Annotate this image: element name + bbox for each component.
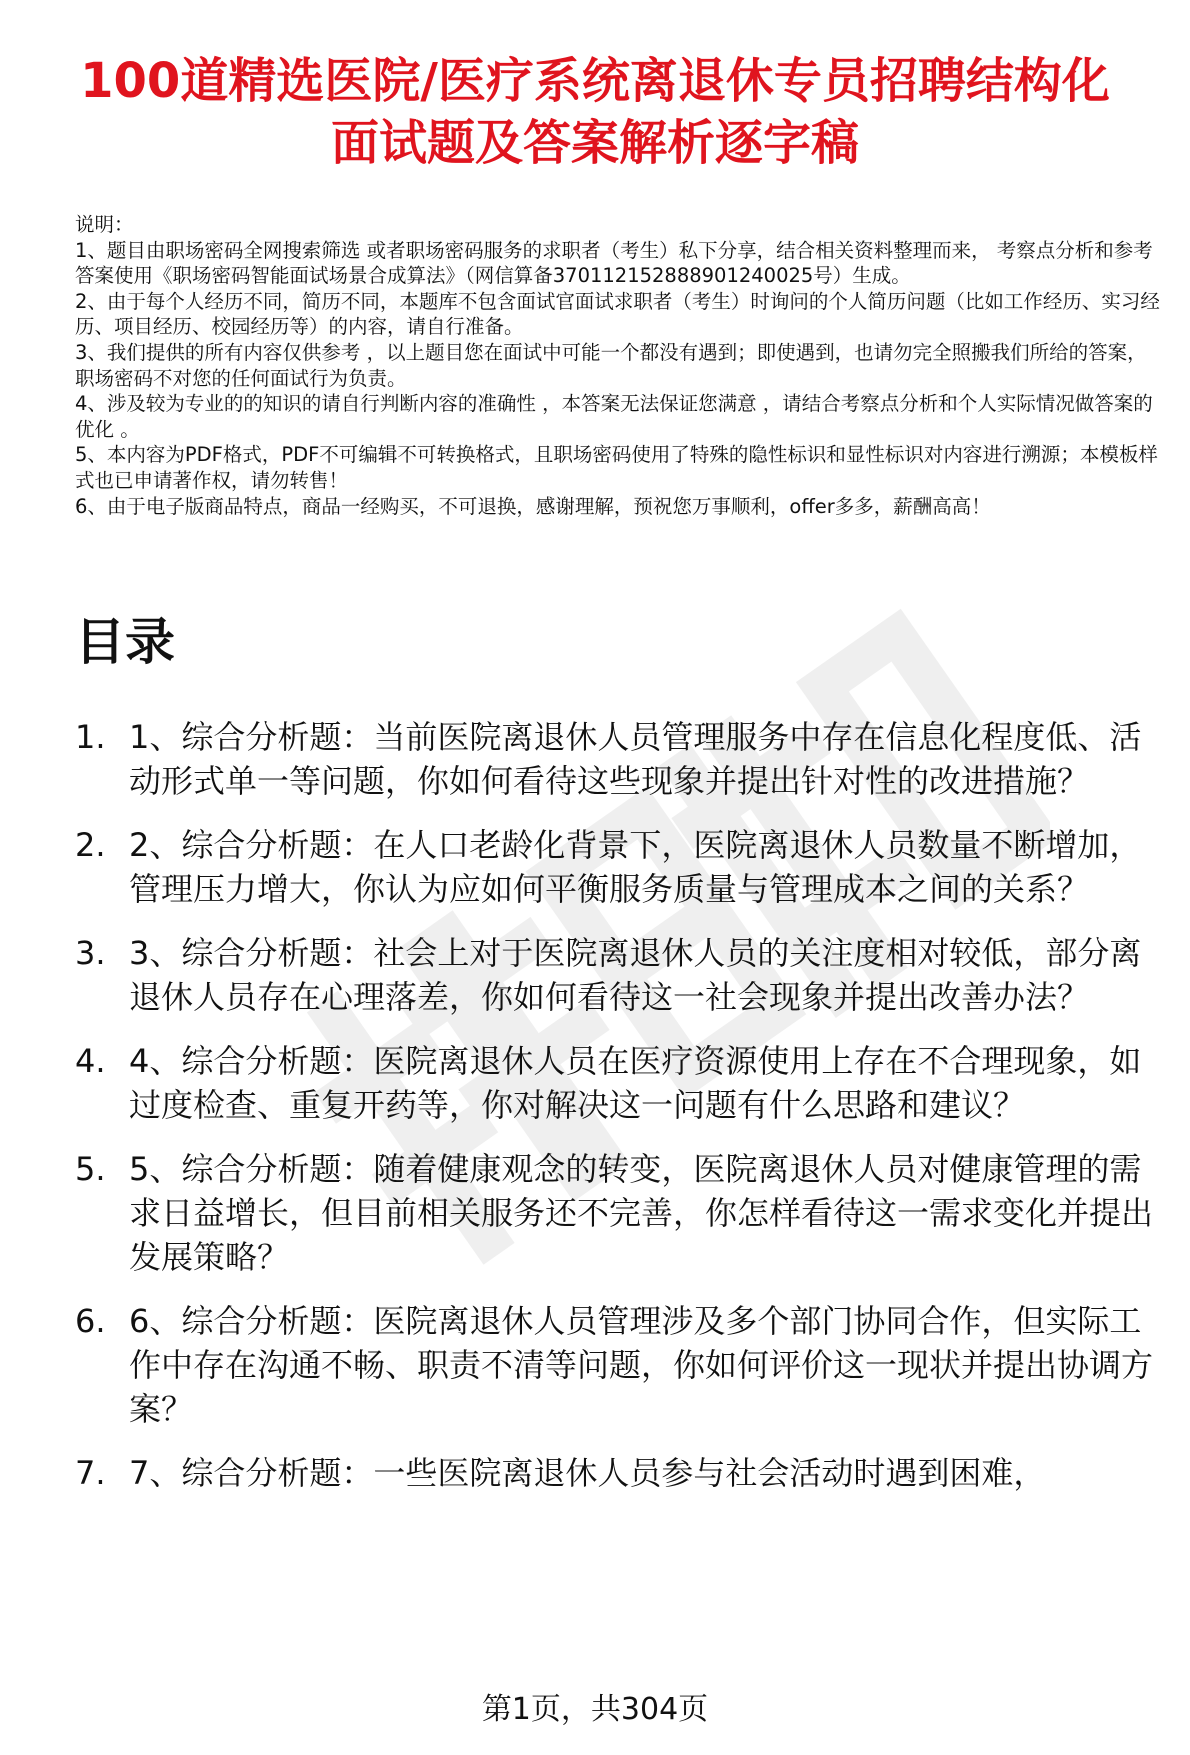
- toc-entry-text[interactable]: 3、综合分析题：社会上对于医院离退休人员的关注度相对较低，部分离退休人员存在心理落差，你如何看待这一社会现象并提出改善办法？: [129, 934, 1142, 1016]
- toc-entry-number: 1.: [75, 718, 106, 756]
- instruction-item: 6、由于电子版商品特点，商品一经购买，不可退换，感谢理解，预祝您万事顺利，offer多多，薪酬高高！: [75, 494, 991, 518]
- instruction-item: 2、由于每个人经历不同，简历不同，本题库不包含面试官面试求职者（考生）时询问的个人简历问题（比如工作经历、实习经历、项目经历、校园经历等）的内容，请自行准备。: [75, 289, 1160, 339]
- toc-entry[interactable]: [75, 1451, 1170, 1495]
- toc-entry-text[interactable]: 2、综合分析题：在人口老龄化背景下，医院离退休人员数量不断增加，管理压力增大，你认为应如何平衡服务质量与管理成本之间的关系？: [129, 826, 1142, 908]
- toc-entry[interactable]: [75, 1299, 1170, 1431]
- instruction-item: 3、我们提供的所有内容仅供参考 ，以上题目您在面试中可能一个都没有遇到；即使遇到，也请勿完全照搬我们所给的答案，职场密码不对您的任何面试行为负责。: [75, 340, 1147, 390]
- instructions-block: [75, 212, 1165, 519]
- toc-entry[interactable]: [75, 715, 1170, 803]
- instruction-item: 1、题目由职场密码全网搜索筛选 或者职场密码服务的求职者（考生）私下分享，结合相关资料整理而来， 考察点分析和参考答案使用《职场密码智能面试场景合成算法》（网信算备370112152888901240025号）生成。: [75, 238, 1153, 288]
- toc-entry-number: 2.: [75, 826, 106, 864]
- table-of-contents: [75, 715, 1170, 1515]
- toc-entry-number: 4.: [75, 1042, 106, 1080]
- toc-entry-text[interactable]: 5、综合分析题：随着健康观念的转变，医院离退休人员对健康管理的需求日益增长，但目前相关服务还不完善，你怎样看待这一需求变化并提出发展策略？: [129, 1150, 1154, 1276]
- toc-entry-text[interactable]: 4、综合分析题：医院离退休人员在医疗资源使用上存在不合理现象，如过度检查、重复开药等，你对解决这一问题有什么思路和建议？: [129, 1042, 1142, 1124]
- toc-entry-text[interactable]: 7、综合分析题：一些医院离退休人员参与社会活动时遇到困难，: [129, 1454, 1046, 1492]
- toc-entry[interactable]: [75, 823, 1170, 911]
- instruction-item: 4、涉及较为专业的的知识的请自行判断内容的准确性 ，本答案无法保证您满意 ，请结合考察点分析和个人实际情况做答案的优化 。: [75, 392, 1153, 441]
- toc-entry-number: 7.: [75, 1454, 106, 1492]
- toc-entry-number: 6.: [75, 1302, 106, 1340]
- page-number-footer: 第1页，共304页: [481, 1692, 709, 1727]
- toc-entry-number: 3.: [75, 934, 106, 972]
- document-title: 100道精选医院/医疗系统离退休专员招聘结构化面试题及答案解析逐字稿: [80, 53, 1110, 171]
- instructions-heading: 说明：: [75, 213, 134, 236]
- toc-entry-text[interactable]: 6、综合分析题：医院离退休人员管理涉及多个部门协同合作，但实际工作中存在沟通不畅、职责不清等问题，你如何评价这一现状并提出协调方案？: [129, 1302, 1154, 1428]
- toc-entry[interactable]: [75, 1039, 1170, 1127]
- instruction-item: 5、本内容为PDF格式，PDF不可编辑不可转换格式，且职场密码使用了特殊的隐性标识和显性标识对内容进行溯源；本模板样式也已申请著作权，请勿转售！: [75, 443, 1158, 492]
- toc-entry-number: 5.: [75, 1150, 106, 1188]
- toc-entry[interactable]: [75, 1147, 1170, 1279]
- toc-heading: 目录: [75, 613, 175, 671]
- toc-entry[interactable]: [75, 931, 1170, 1019]
- toc-entry-text[interactable]: 1、综合分析题：当前医院离退休人员管理服务中存在信息化程度低、活动形式单一等问题，你如何看待这些现象并提出针对性的改进措施？: [129, 718, 1142, 800]
